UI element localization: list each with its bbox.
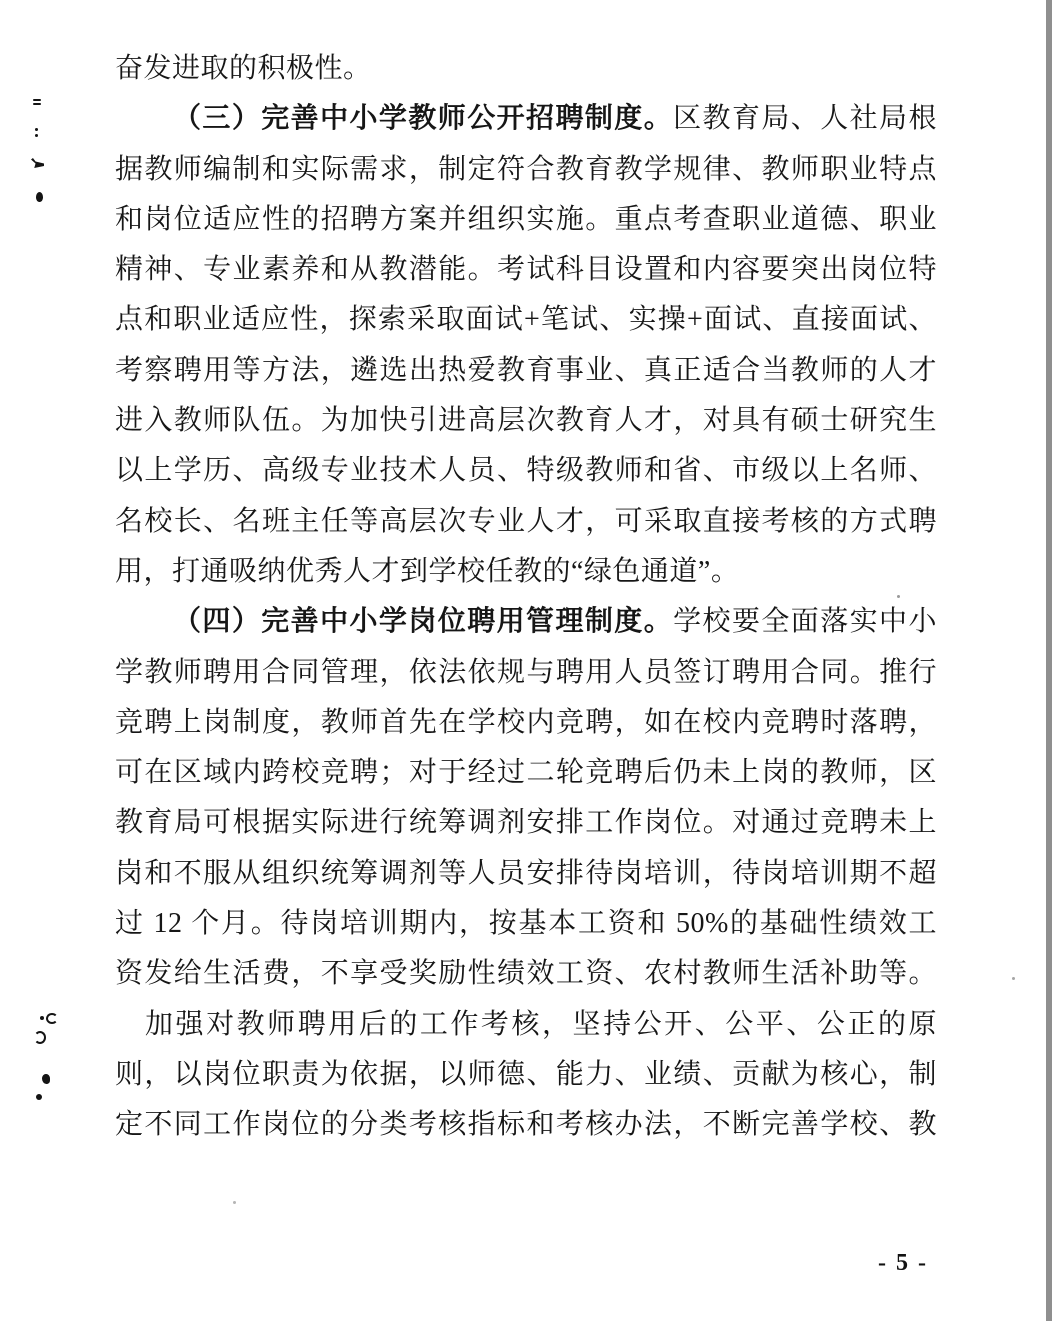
line-text: 竞聘上岗制度，教师首先在学校内竞聘，如在校内竞聘时落聘， <box>115 706 937 738</box>
text-line <box>115 547 937 597</box>
text-line <box>115 949 937 999</box>
ink-speckle <box>36 192 43 202</box>
text-line <box>115 849 937 899</box>
line-text: 以上学历、高级专业技术人员、特级教师和省、市级以上名师、 <box>115 455 937 487</box>
ink-speckle <box>42 1074 50 1084</box>
line-text: 点和职业适应性，探索采取面试+笔试、实操+面试、直接面试、 <box>115 304 937 336</box>
line-text: 学校要全面落实中小 <box>673 606 937 638</box>
text-line <box>115 245 937 295</box>
text-line <box>115 648 937 698</box>
text-line <box>115 396 937 446</box>
ink-speckle <box>40 1016 44 1020</box>
document-body <box>115 44 937 1151</box>
text-line <box>115 597 937 647</box>
ink-speckle <box>233 1201 236 1204</box>
text-line <box>115 195 937 245</box>
line-text: 可在区域内跨校竞聘；对于经过二轮竞聘后仍未上岗的教师，区 <box>115 757 937 789</box>
line-text: 考察聘用等方法，遴选出热爱教育事业、真正适合当教师的人才 <box>115 354 937 386</box>
ink-speckle <box>36 1094 42 1100</box>
text-line <box>115 899 937 949</box>
line-text: 资发给生活费，不享受奖励性绩效工资、农村教师生活补助等。 <box>115 958 937 990</box>
text-line <box>115 798 937 848</box>
section-heading: （三）完善中小学教师公开招聘制度。 <box>173 103 674 135</box>
line-text: 岗和不服从组织统筹调剂等人员安排待岗培训，待岗培训期不超 <box>115 857 937 889</box>
section-heading: （四）完善中小学岗位聘用管理制度。 <box>173 606 674 638</box>
text-line <box>115 145 937 195</box>
ink-speckle <box>31 158 44 168</box>
line-text: 过 12 个月。待岗培训期内，按基本工资和 50%的基础性绩效工 <box>115 908 937 940</box>
ink-speckle <box>1012 977 1015 980</box>
line-text: 奋发进取的积极性。 <box>115 53 372 84</box>
text-line <box>115 295 937 345</box>
text-line <box>115 346 937 396</box>
ink-speckle <box>33 99 41 101</box>
ink-speckle <box>35 128 38 131</box>
text-line <box>115 497 937 547</box>
scan-edge-shadow <box>1046 0 1052 1321</box>
text-line <box>115 1000 937 1050</box>
page-number: - 5 - <box>878 1250 928 1276</box>
text-line <box>115 446 937 496</box>
text-line <box>115 1050 937 1100</box>
line-text: 定不同工作岗位的分类考核指标和考核办法，不断完善学校、教 <box>115 1109 937 1141</box>
line-text: 教育局可根据实际进行统筹调剂安排工作岗位。对通过竞聘未上 <box>115 807 937 839</box>
line-text: 据教师编制和实际需求，制定符合教育教学规律、教师职业特点 <box>115 153 937 185</box>
text-line <box>115 94 937 144</box>
text-line <box>115 748 937 798</box>
ink-speckle <box>46 1013 58 1024</box>
line-text: 用，打通吸纳优秀人才到学校任教的“绿色通道”。 <box>115 555 740 587</box>
line-text: 加强对教师聘用后的工作考核，坚持公开、公平、公正的原 <box>145 1008 937 1040</box>
text-line <box>115 44 937 94</box>
line-text: 则，以岗位职责为依据，以师德、能力、业绩、贡献为核心，制 <box>115 1058 937 1090</box>
line-text: 和岗位适应性的招聘方案并组织实施。重点考查职业道德、职业 <box>115 203 937 235</box>
line-text: 名校长、名班主任等高层次专业人才，可采取直接考核的方式聘 <box>115 505 937 537</box>
line-text: 区教育局、人社局根 <box>673 103 937 135</box>
line-text: 精神、专业素养和从教潜能。考试科目设置和内容要突出岗位特 <box>115 254 937 286</box>
text-line <box>115 698 937 748</box>
line-text: 学教师聘用合同管理，依法依规与聘用人员签订聘用合同。推行 <box>115 656 937 688</box>
text-line <box>115 1100 937 1150</box>
ink-speckle <box>34 1031 46 1044</box>
line-text: 进入教师队伍。为加快引进高层次教育人才，对具有硕士研究生 <box>115 405 937 437</box>
